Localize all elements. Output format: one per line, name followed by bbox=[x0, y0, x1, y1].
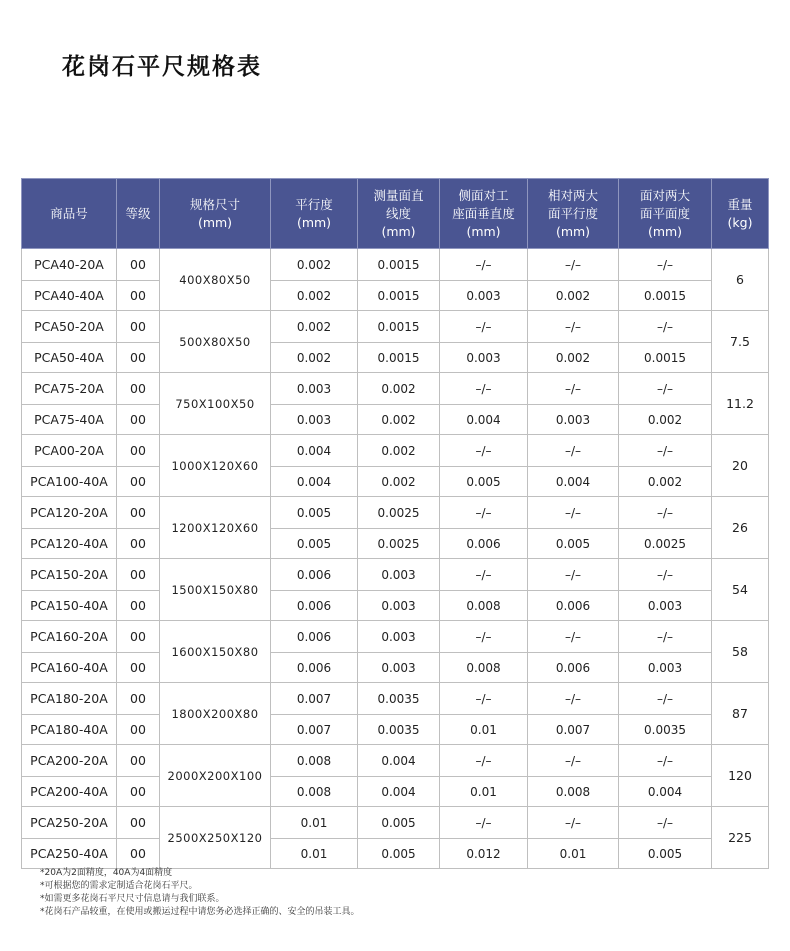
table-row bbox=[22, 777, 769, 807]
parallelism-cell: 0.007 bbox=[271, 683, 358, 715]
size-cell: 750X100X50 bbox=[160, 373, 271, 435]
header-size: 规格尺寸 (mm) bbox=[160, 179, 271, 249]
grade-cell: 00 bbox=[117, 529, 160, 559]
size-cell: 1500X150X80 bbox=[160, 559, 271, 621]
header-grade: 等级 bbox=[117, 179, 160, 249]
header-side-perpendicularity: 侧面对工 座面垂直度 (mm) bbox=[440, 179, 528, 249]
relative-parallelism-cell: –/– bbox=[528, 249, 619, 281]
model-cell: PCA150-40A bbox=[22, 591, 117, 621]
model-cell: PCA160-20A bbox=[22, 621, 117, 653]
table-row bbox=[22, 683, 769, 715]
weight-cell: 20 bbox=[712, 435, 769, 497]
parallelism-cell: 0.006 bbox=[271, 621, 358, 653]
table-row bbox=[22, 343, 769, 373]
model-cell: PCA180-40A bbox=[22, 715, 117, 745]
grade-cell: 00 bbox=[117, 281, 160, 311]
table-header bbox=[22, 179, 769, 249]
side-perpendicularity-cell: 0.01 bbox=[440, 777, 528, 807]
flatness-cell: –/– bbox=[619, 373, 712, 405]
flatness-cell: –/– bbox=[619, 435, 712, 467]
straightness-cell: 0.003 bbox=[358, 591, 440, 621]
flatness-cell: –/– bbox=[619, 683, 712, 715]
header-relative-parallelism: 相对两大 面平行度 (mm) bbox=[528, 179, 619, 249]
straightness-cell: 0.005 bbox=[358, 807, 440, 839]
relative-parallelism-cell: 0.007 bbox=[528, 715, 619, 745]
weight-cell: 11.2 bbox=[712, 373, 769, 435]
straightness-cell: 0.002 bbox=[358, 405, 440, 435]
table-row bbox=[22, 621, 769, 653]
straightness-cell: 0.002 bbox=[358, 373, 440, 405]
table-row bbox=[22, 715, 769, 745]
parallelism-cell: 0.005 bbox=[271, 529, 358, 559]
relative-parallelism-cell: –/– bbox=[528, 311, 619, 343]
flatness-cell: –/– bbox=[619, 497, 712, 529]
parallelism-cell: 0.004 bbox=[271, 467, 358, 497]
weight-cell: 26 bbox=[712, 497, 769, 559]
straightness-cell: 0.002 bbox=[358, 467, 440, 497]
relative-parallelism-cell: –/– bbox=[528, 373, 619, 405]
grade-cell: 00 bbox=[117, 807, 160, 839]
parallelism-cell: 0.002 bbox=[271, 343, 358, 373]
model-cell: PCA250-40A bbox=[22, 839, 117, 869]
size-cell: 400X80X50 bbox=[160, 249, 271, 311]
parallelism-cell: 0.002 bbox=[271, 311, 358, 343]
straightness-cell: 0.0025 bbox=[358, 497, 440, 529]
grade-cell: 00 bbox=[117, 311, 160, 343]
relative-parallelism-cell: 0.01 bbox=[528, 839, 619, 869]
relative-parallelism-cell: –/– bbox=[528, 683, 619, 715]
side-perpendicularity-cell: –/– bbox=[440, 373, 528, 405]
model-cell: PCA100-40A bbox=[22, 467, 117, 497]
model-cell: PCA00-20A bbox=[22, 435, 117, 467]
side-perpendicularity-cell: –/– bbox=[440, 559, 528, 591]
flatness-cell: 0.003 bbox=[619, 653, 712, 683]
weight-cell: 87 bbox=[712, 683, 769, 745]
table-row bbox=[22, 281, 769, 311]
parallelism-cell: 0.008 bbox=[271, 777, 358, 807]
size-cell: 1800X200X80 bbox=[160, 683, 271, 745]
relative-parallelism-cell: 0.002 bbox=[528, 281, 619, 311]
straightness-cell: 0.0015 bbox=[358, 343, 440, 373]
parallelism-cell: 0.006 bbox=[271, 591, 358, 621]
grade-cell: 00 bbox=[117, 745, 160, 777]
model-cell: PCA160-40A bbox=[22, 653, 117, 683]
straightness-cell: 0.002 bbox=[358, 435, 440, 467]
relative-parallelism-cell: –/– bbox=[528, 559, 619, 591]
table-row bbox=[22, 249, 769, 281]
size-cell: 2500X250X120 bbox=[160, 807, 271, 869]
table-body bbox=[22, 249, 769, 869]
footnote: *可根据您的需求定制适合花岗石平尺。 bbox=[40, 881, 198, 891]
grade-cell: 00 bbox=[117, 653, 160, 683]
weight-cell: 6 bbox=[712, 249, 769, 311]
model-cell: PCA120-20A bbox=[22, 497, 117, 529]
side-perpendicularity-cell: –/– bbox=[440, 621, 528, 653]
relative-parallelism-cell: 0.004 bbox=[528, 467, 619, 497]
model-cell: PCA150-20A bbox=[22, 559, 117, 591]
model-cell: PCA75-20A bbox=[22, 373, 117, 405]
relative-parallelism-cell: 0.003 bbox=[528, 405, 619, 435]
table-row bbox=[22, 839, 769, 869]
side-perpendicularity-cell: –/– bbox=[440, 497, 528, 529]
model-cell: PCA75-40A bbox=[22, 405, 117, 435]
relative-parallelism-cell: –/– bbox=[528, 497, 619, 529]
side-perpendicularity-cell: –/– bbox=[440, 311, 528, 343]
side-perpendicularity-cell: 0.003 bbox=[440, 281, 528, 311]
parallelism-cell: 0.01 bbox=[271, 839, 358, 869]
size-cell: 2000X200X100 bbox=[160, 745, 271, 807]
side-perpendicularity-cell: –/– bbox=[440, 249, 528, 281]
relative-parallelism-cell: –/– bbox=[528, 745, 619, 777]
table-row bbox=[22, 559, 769, 591]
side-perpendicularity-cell: 0.003 bbox=[440, 343, 528, 373]
model-cell: PCA50-20A bbox=[22, 311, 117, 343]
weight-cell: 7.5 bbox=[712, 311, 769, 373]
size-cell: 500X80X50 bbox=[160, 311, 271, 373]
flatness-cell: –/– bbox=[619, 621, 712, 653]
parallelism-cell: 0.003 bbox=[271, 373, 358, 405]
grade-cell: 00 bbox=[117, 497, 160, 529]
model-cell: PCA50-40A bbox=[22, 343, 117, 373]
flatness-cell: 0.004 bbox=[619, 777, 712, 807]
footnote: *如需更多花岗石平尺尺寸信息请与我们联系。 bbox=[40, 894, 225, 904]
straightness-cell: 0.0015 bbox=[358, 281, 440, 311]
grade-cell: 00 bbox=[117, 559, 160, 591]
footnote: *花岗石产品较重，在使用或搬运过程中请您务必选择正确的、安全的吊装工具。 bbox=[40, 907, 360, 917]
straightness-cell: 0.003 bbox=[358, 621, 440, 653]
table-row bbox=[22, 745, 769, 777]
side-perpendicularity-cell: 0.01 bbox=[440, 715, 528, 745]
flatness-cell: 0.0015 bbox=[619, 281, 712, 311]
parallelism-cell: 0.002 bbox=[271, 249, 358, 281]
grade-cell: 00 bbox=[117, 839, 160, 869]
parallelism-cell: 0.007 bbox=[271, 715, 358, 745]
flatness-cell: 0.0035 bbox=[619, 715, 712, 745]
parallelism-cell: 0.004 bbox=[271, 435, 358, 467]
relative-parallelism-cell: 0.002 bbox=[528, 343, 619, 373]
flatness-cell: –/– bbox=[619, 311, 712, 343]
parallelism-cell: 0.005 bbox=[271, 497, 358, 529]
grade-cell: 00 bbox=[117, 621, 160, 653]
weight-cell: 58 bbox=[712, 621, 769, 683]
model-cell: PCA180-20A bbox=[22, 683, 117, 715]
parallelism-cell: 0.008 bbox=[271, 745, 358, 777]
flatness-cell: 0.0015 bbox=[619, 343, 712, 373]
header-weight: 重量 (kg) bbox=[712, 179, 769, 249]
grade-cell: 00 bbox=[117, 777, 160, 807]
table-row bbox=[22, 807, 769, 839]
flatness-cell: –/– bbox=[619, 559, 712, 591]
table-row bbox=[22, 435, 769, 467]
grade-cell: 00 bbox=[117, 683, 160, 715]
flatness-cell: –/– bbox=[619, 745, 712, 777]
size-cell: 1000X120X60 bbox=[160, 435, 271, 497]
side-perpendicularity-cell: –/– bbox=[440, 745, 528, 777]
model-cell: PCA200-40A bbox=[22, 777, 117, 807]
flatness-cell: 0.003 bbox=[619, 591, 712, 621]
side-perpendicularity-cell: 0.008 bbox=[440, 591, 528, 621]
side-perpendicularity-cell: 0.012 bbox=[440, 839, 528, 869]
relative-parallelism-cell: –/– bbox=[528, 435, 619, 467]
side-perpendicularity-cell: –/– bbox=[440, 807, 528, 839]
straightness-cell: 0.003 bbox=[358, 559, 440, 591]
side-perpendicularity-cell: 0.008 bbox=[440, 653, 528, 683]
footnote: *20A为2面精度，40A为4面精度 bbox=[40, 868, 173, 878]
grade-cell: 00 bbox=[117, 715, 160, 745]
parallelism-cell: 0.006 bbox=[271, 559, 358, 591]
model-cell: PCA40-20A bbox=[22, 249, 117, 281]
side-perpendicularity-cell: 0.005 bbox=[440, 467, 528, 497]
parallelism-cell: 0.006 bbox=[271, 653, 358, 683]
header-parallelism: 平行度 (mm) bbox=[271, 179, 358, 249]
grade-cell: 00 bbox=[117, 435, 160, 467]
straightness-cell: 0.004 bbox=[358, 745, 440, 777]
header-flatness: 面对两大 面平面度 (mm) bbox=[619, 179, 712, 249]
straightness-cell: 0.0035 bbox=[358, 715, 440, 745]
relative-parallelism-cell: –/– bbox=[528, 807, 619, 839]
size-cell: 1200X120X60 bbox=[160, 497, 271, 559]
relative-parallelism-cell: 0.005 bbox=[528, 529, 619, 559]
model-cell: PCA40-40A bbox=[22, 281, 117, 311]
grade-cell: 00 bbox=[117, 405, 160, 435]
parallelism-cell: 0.01 bbox=[271, 807, 358, 839]
header-model: 商品号 bbox=[22, 179, 117, 249]
weight-cell: 120 bbox=[712, 745, 769, 807]
grade-cell: 00 bbox=[117, 591, 160, 621]
relative-parallelism-cell: 0.006 bbox=[528, 653, 619, 683]
flatness-cell: 0.002 bbox=[619, 467, 712, 497]
straightness-cell: 0.0015 bbox=[358, 311, 440, 343]
page-title: 花岗石平尺规格表 bbox=[62, 54, 262, 80]
table-row bbox=[22, 529, 769, 559]
grade-cell: 00 bbox=[117, 249, 160, 281]
footnotes bbox=[40, 867, 360, 919]
side-perpendicularity-cell: –/– bbox=[440, 683, 528, 715]
table-row bbox=[22, 405, 769, 435]
straightness-cell: 0.0025 bbox=[358, 529, 440, 559]
straightness-cell: 0.004 bbox=[358, 777, 440, 807]
relative-parallelism-cell: –/– bbox=[528, 621, 619, 653]
side-perpendicularity-cell: –/– bbox=[440, 435, 528, 467]
table-row bbox=[22, 467, 769, 497]
parallelism-cell: 0.003 bbox=[271, 405, 358, 435]
flatness-cell: 0.0025 bbox=[619, 529, 712, 559]
straightness-cell: 0.003 bbox=[358, 653, 440, 683]
straightness-cell: 0.005 bbox=[358, 839, 440, 869]
relative-parallelism-cell: 0.006 bbox=[528, 591, 619, 621]
flatness-cell: –/– bbox=[619, 249, 712, 281]
grade-cell: 00 bbox=[117, 373, 160, 405]
side-perpendicularity-cell: 0.004 bbox=[440, 405, 528, 435]
table-row bbox=[22, 653, 769, 683]
side-perpendicularity-cell: 0.006 bbox=[440, 529, 528, 559]
weight-cell: 225 bbox=[712, 807, 769, 869]
straightness-cell: 0.0015 bbox=[358, 249, 440, 281]
grade-cell: 00 bbox=[117, 343, 160, 373]
flatness-cell: 0.005 bbox=[619, 839, 712, 869]
model-cell: PCA120-40A bbox=[22, 529, 117, 559]
model-cell: PCA200-20A bbox=[22, 745, 117, 777]
table-row bbox=[22, 311, 769, 343]
weight-cell: 54 bbox=[712, 559, 769, 621]
table-row bbox=[22, 373, 769, 405]
relative-parallelism-cell: 0.008 bbox=[528, 777, 619, 807]
model-cell: PCA250-20A bbox=[22, 807, 117, 839]
straightness-cell: 0.0035 bbox=[358, 683, 440, 715]
grade-cell: 00 bbox=[117, 467, 160, 497]
size-cell: 1600X150X80 bbox=[160, 621, 271, 683]
flatness-cell: –/– bbox=[619, 807, 712, 839]
table-row bbox=[22, 591, 769, 621]
header-straightness: 测量面直 线度 (mm) bbox=[358, 179, 440, 249]
flatness-cell: 0.002 bbox=[619, 405, 712, 435]
parallelism-cell: 0.002 bbox=[271, 281, 358, 311]
table-row bbox=[22, 497, 769, 529]
spec-table bbox=[21, 178, 769, 869]
